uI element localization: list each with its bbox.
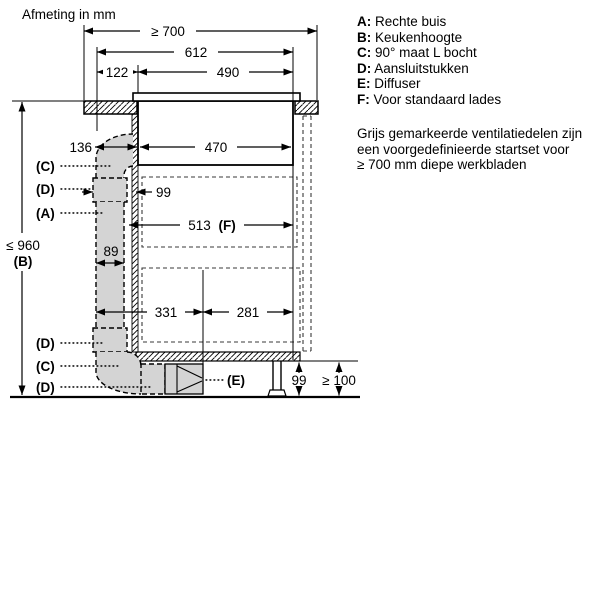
cooktop-body <box>138 101 293 165</box>
label-straight-duct-text: (A) <box>36 206 55 221</box>
grey-parts-note <box>357 126 582 173</box>
dim-plinth-min-label: ≥ 100 <box>322 373 356 388</box>
legend-item-c <box>357 45 501 61</box>
legend-label-c: 90° maat L bocht <box>375 45 477 61</box>
note-line-3: ≥ 700 mm diepe werkbladen <box>357 157 527 173</box>
dim-worktop-depth-label: ≥ 700 <box>151 24 185 39</box>
legend-item-f <box>357 92 501 108</box>
label-bend-bottom-text: (C) <box>36 359 55 374</box>
label-connector-bottom-text: (D) <box>36 336 55 351</box>
dim-duct-offset-label: 136 <box>69 140 92 155</box>
legend-label-e: Diffuser <box>374 76 421 92</box>
dim-plinth-min <box>322 363 356 396</box>
dim-kitchen-height-ref: (B) <box>13 254 33 269</box>
dim-connector-width-label: 99 <box>156 185 172 200</box>
dim-total-width-label: 612 <box>184 45 208 60</box>
dim-body-width-label: 470 <box>204 140 228 155</box>
svg-text:513 (F) <box>188 218 236 233</box>
diffuser <box>165 364 203 394</box>
dim-kitchen-height <box>6 102 40 395</box>
label-bend-top-text: (C) <box>36 159 55 174</box>
dim-drawer-depth-label: 513 <box>188 218 211 233</box>
legend-key-f: F: <box>357 91 370 107</box>
legend-key-b: B: <box>357 29 372 45</box>
duct-straight <box>96 202 124 328</box>
note-line-1: Grijs gemarkeerde ventilatiedelen zijn <box>357 126 583 141</box>
label-diffuser <box>206 373 245 388</box>
note-line-2: een voorgedefinieerde startset voor <box>357 141 570 157</box>
label-connector-top <box>36 182 90 197</box>
cooktop-glass <box>133 93 300 101</box>
legend-label-f: Voor standaard lades <box>373 91 502 107</box>
legend-label-a: Rechte buis <box>375 14 447 29</box>
legend-key-c: C: <box>357 45 372 61</box>
label-straight-duct <box>36 206 105 221</box>
legend <box>357 14 501 108</box>
label-connector-outlet-text: (D) <box>36 380 55 395</box>
worktop-left <box>84 101 137 114</box>
plinth-foot <box>268 390 286 396</box>
dim-kitchen-height-label: ≤ 960 <box>6 238 40 253</box>
legend-item-d <box>357 61 501 77</box>
duct-connector-bottom <box>93 328 127 352</box>
label-diffuser-text: (E) <box>227 373 245 388</box>
cabinet-structure <box>10 165 360 397</box>
dim-cutout-width-label: 490 <box>216 65 240 80</box>
dim-plinth-height <box>291 363 306 396</box>
dim-bottom-right-label: 281 <box>236 305 260 320</box>
dim-offset-left <box>97 65 138 80</box>
dim-cutout-width <box>138 65 293 80</box>
legend-key-d: D: <box>357 60 372 76</box>
page-title: Afmeting in mm <box>22 7 116 22</box>
duct-bend-bottom <box>96 352 141 394</box>
dim-plinth-height-label: 99 <box>291 373 307 388</box>
legend-item-a <box>357 14 501 30</box>
duct-connector-outlet <box>141 364 165 394</box>
dim-worktop-depth <box>84 23 317 39</box>
dim-bottom-left-label: 331 <box>154 305 178 320</box>
label-connector-top-text: (D) <box>36 182 55 197</box>
dim-drawer-depth <box>129 218 293 233</box>
dim-offset-left-label: 122 <box>105 65 129 80</box>
duct-connector-top <box>93 178 127 202</box>
legend-label-d: Aansluitstukken <box>374 60 469 76</box>
dim-bottom-right <box>203 305 293 320</box>
cabinet-shelf <box>136 352 300 361</box>
dim-drawer-depth-ref: (F) <box>218 218 236 233</box>
dim-total-width <box>97 45 293 60</box>
legend-label-b: Keukenhoogte <box>375 29 463 45</box>
legend-key-e: E: <box>357 76 371 92</box>
legend-key-a: A: <box>357 14 372 29</box>
worktop-right <box>295 101 318 114</box>
dim-duct-width-label: 89 <box>103 244 119 259</box>
duct-bend-top <box>96 134 133 178</box>
legend-item-b <box>357 30 501 46</box>
legend-item-e <box>357 76 501 92</box>
